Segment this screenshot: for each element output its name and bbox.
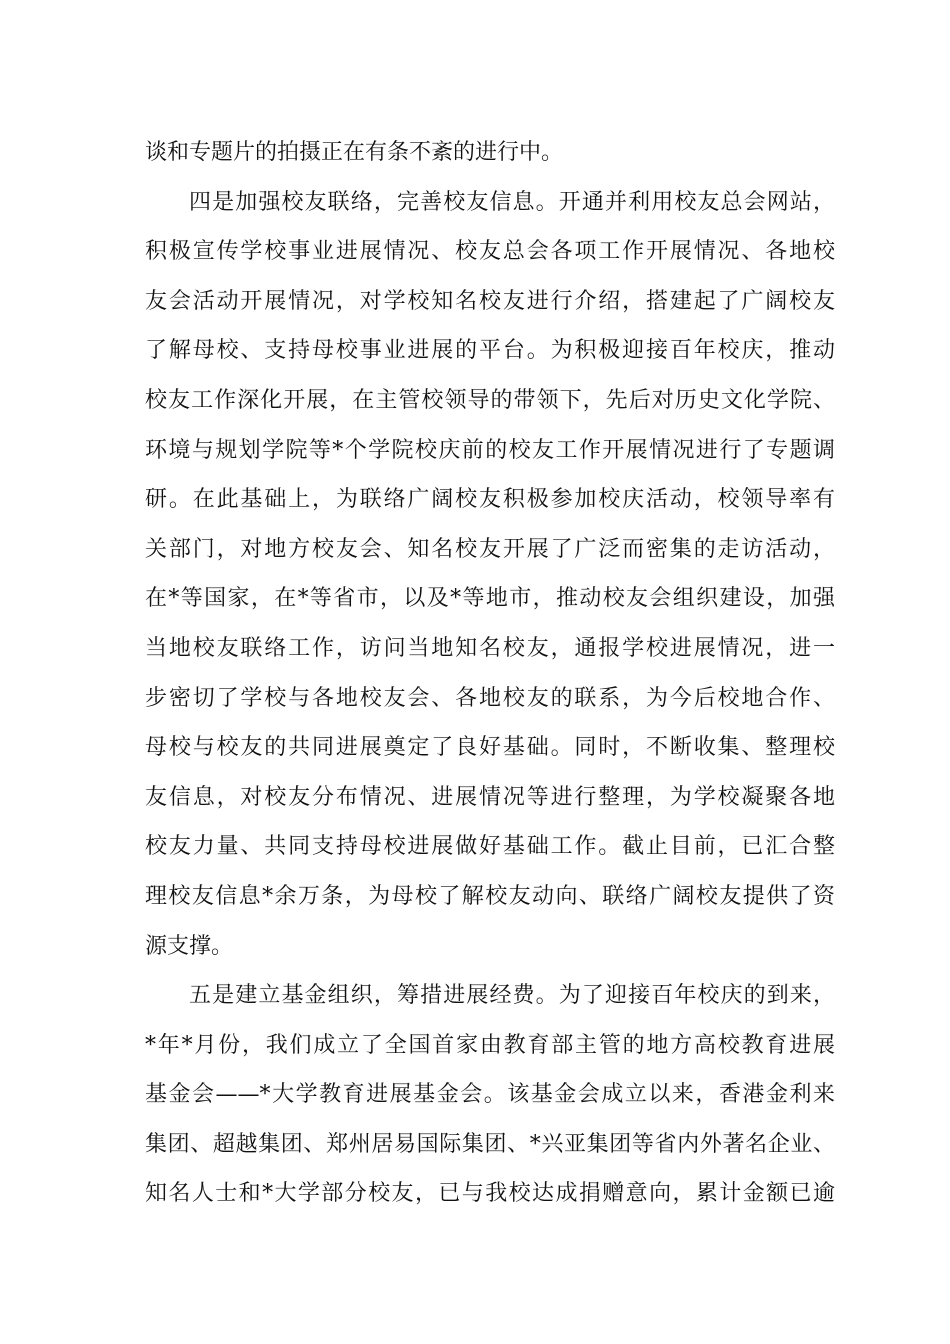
- paragraph-start-line: 五是建立基金组织，筹措进展经费。为了迎接百年校庆的到来，: [189, 983, 835, 1009]
- text-line: 积极宣传学校事业进展情况、校友总会各项工作开展情况、各地校: [145, 239, 835, 265]
- text-line: 源支撑。: [145, 933, 234, 959]
- text-line: *年*月份，我们成立了全国首家由教育部主管的地方高校教育进展: [145, 1032, 835, 1058]
- text-line: 环境与规划学院等*个学院校庆前的校友工作开展情况进行了专题调: [145, 437, 835, 463]
- text-line: 母校与校友的共同进展奠定了良好基础。同时，不断收集、整理校: [145, 735, 835, 761]
- text-line: 校友工作深化开展，在主管校领导的带领下，先后对历史文化学院、: [145, 387, 835, 413]
- text-line: 步密切了学校与各地校友会、各地校友的联系，为今后校地合作、: [145, 685, 835, 711]
- text-line: 当地校友联络工作，访问当地知名校友，通报学校进展情况，进一: [145, 635, 835, 661]
- body-text: [145, 128, 835, 1219]
- text-line: 关部门，对地方校友会、知名校友开展了广泛而密集的走访活动，: [145, 536, 835, 562]
- text-line: 谈和专题片的拍摄正在有条不紊的进行中。: [145, 140, 564, 165]
- text-line: 集团、超越集团、郑州居易国际集团、*兴亚集团等省内外著名企业、: [145, 1131, 835, 1157]
- text-line: 友会活动开展情况，对学校知名校友进行介绍，搭建起了广阔校友: [145, 288, 835, 314]
- text-line: 校友力量、共同支持母校进展做好基础工作。截止目前，已汇合整: [145, 834, 835, 860]
- text-line: 友信息，对校友分布情况、进展情况等进行整理，为学校凝聚各地: [145, 784, 835, 810]
- text-line: 理校友信息*余万条，为母校了解校友动向、联络广阔校友提供了资: [145, 883, 835, 909]
- paragraph-start-line: 四是加强校友联络，完善校友信息。开通并利用校友总会网站，: [189, 189, 835, 215]
- text-line: 基金会——*大学教育进展基金会。该基金会成立以来，香港金利来: [145, 1082, 835, 1108]
- text-line: 了解母校、支持母校事业进展的平台。为积极迎接百年校庆，推动: [145, 338, 835, 364]
- text-line: 知名人士和*大学部分校友，已与我校达成捐赠意向，累计金额已逾: [145, 1181, 835, 1207]
- text-line: 研。在此基础上，为联络广阔校友积极参加校庆活动，校领导率有: [145, 487, 835, 513]
- text-line: 在*等国家，在*等省市，以及*等地市，推动校友会组织建设，加强: [145, 586, 835, 612]
